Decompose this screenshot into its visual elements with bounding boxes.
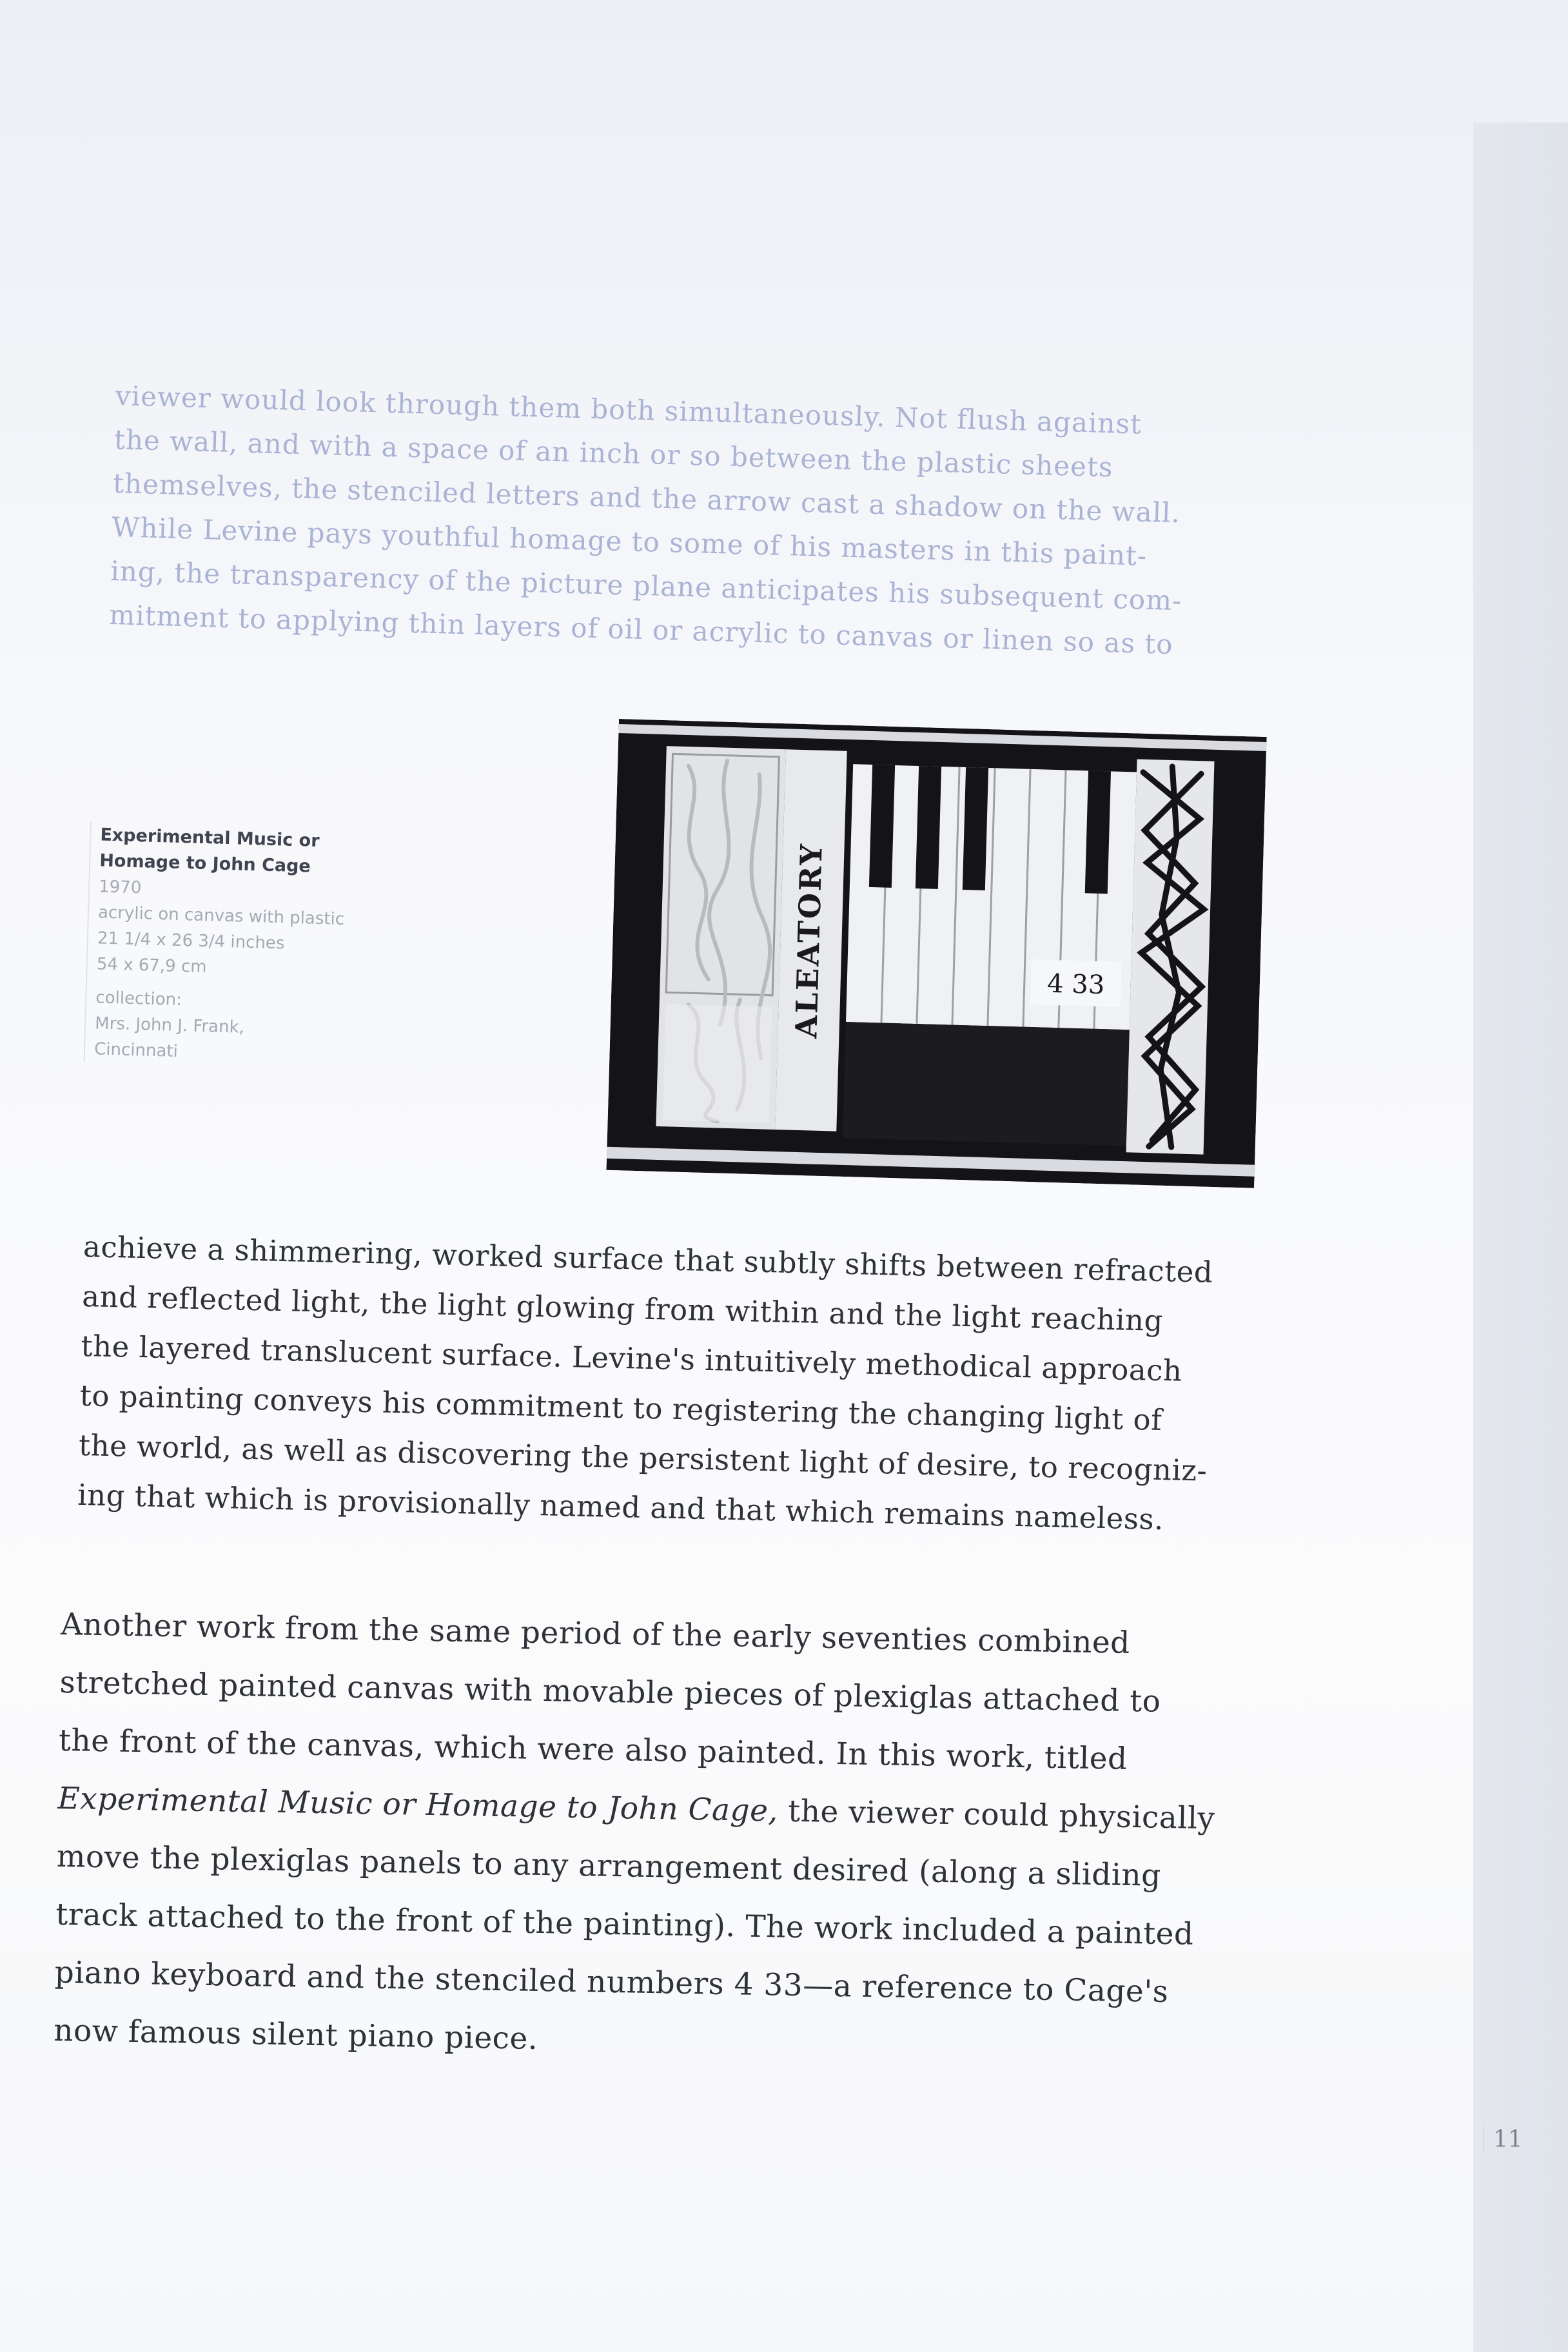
caption-title-line-2: Homage to John Cage [99,850,311,877]
keyboard-numbers: 4 33 [1046,968,1105,1001]
caption-medium: acrylic on canvas with plastic [97,903,345,930]
caption-year: 1970 [98,877,142,898]
page-number: 11 [1483,2126,1523,2153]
text-line: piano keyboard and the stenciled numbers 4 33—a reference to Cage's [54,1954,1169,2010]
caption-collection-owner: Mrs. John J. Frank, [94,1014,245,1037]
page-edge-shadow [1473,122,1568,2352]
artwork-image [606,719,1266,1188]
text-line: While Levine pays youthful homage to some of his masters in this paint- [111,511,1148,572]
text-line: to painting conveys his commitment to registering the changing light of [79,1378,1162,1438]
text-line: the layered translucent surface. Levine's intuitively methodical approach [81,1328,1183,1388]
text-line: ing that which is provisionally named and that which remains nameless. [77,1477,1164,1537]
text-line: Another work from the same period of the early seventies combined [60,1606,1131,1661]
caption-dimensions-cm: 54 x 67,9 cm [96,954,207,977]
black-key [1085,770,1111,894]
text-line: the world, as well as discovering the persistent light of desire, to recogniz- [78,1427,1208,1488]
caption-dimensions-in: 21 1/4 x 26 3/4 inches [97,928,285,954]
text-line: and reflected light, the light glowing from within and the light reaching [81,1279,1164,1338]
text-line: viewer would look through them both simultaneously. Not flush against [115,379,1142,440]
text-line: achieve a shimmering, worked surface that subtly shifts between refracted [83,1229,1213,1289]
black-key [963,767,988,890]
artwork-illustration [606,719,1266,1188]
text-line: the wall, and with a space of an inch or so between the plastic sheets [113,423,1114,484]
black-key [916,766,941,889]
caption-title-line-1: Experimental Music or [100,825,320,851]
artwork-caption [84,822,462,1072]
text-line: track attached to the front of the painting). The work included a painted [55,1896,1194,1952]
text-line: ing, the transparency of the picture plane anticipates his subsequent com- [110,554,1182,617]
caption-collection-label: collection: [95,988,182,1010]
lower-band [843,1022,1130,1146]
top-paragraph [109,374,1289,670]
text-line: move the plexiglas panels to any arrangement desired (along a sliding [56,1838,1162,1894]
text-line: the front of the canvas, which were also painted. In this work, titled [58,1722,1128,1777]
text-line-rest: the viewer could physically [778,1793,1215,1837]
text-line: mitment to applying thin layers of oil or acrylic to canvas or linen so as to [108,598,1174,660]
artwork-title-italic: Experimental Music or Homage to John Cage, [57,1780,779,1829]
paragraph-2 [53,1596,1350,2082]
caption-collection-city: Cincinnati [93,1039,179,1061]
aleatory-text: ALEATORY [789,841,829,1039]
text-line: now famous silent piano piece. [53,2012,538,2057]
text-line: stretched painted canvas with movable pieces of plexiglas attached to [59,1664,1161,1720]
lower-panel [663,1004,772,1123]
paragraph-1 [77,1222,1373,1549]
black-key [869,765,895,888]
text-line: themselves, the stenciled letters and the arrow cast a shadow on the wall. [112,467,1181,529]
